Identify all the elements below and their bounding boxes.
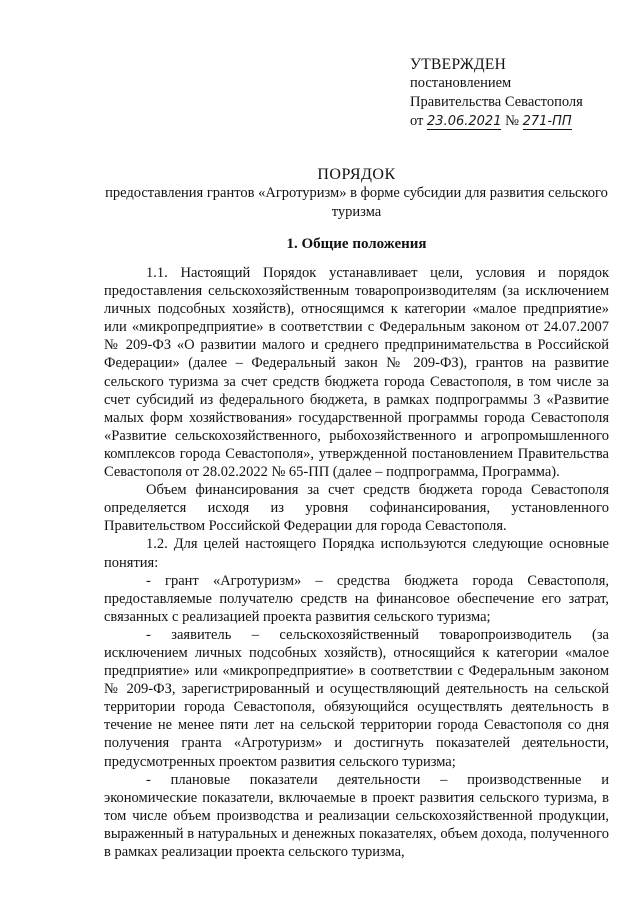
approval-stamp [410, 55, 625, 131]
paragraph-1-1: 1.1. Настоящий Порядок устанавливает цели, условия и порядок предоставления сельскохозяйственным товаропроизводителям (за исключением личных подсобных хозяйств), относящимся к категории «малое предприятие» или «микропредприятие» в соответствии с Федеральным законом от 24.07.2007 № 209-ФЗ «О развитии малого и среднего предпринимательства в Российской Федерации» (далее – Федеральный закон № 209-ФЗ), грантов на развитие сельского туризма за счет средств бюджета города Севастополя, в том числе за счет субсидий из федерального бюджета, в рамках подпрограммы 3 «Развитие малых форм хозяйствования» государственной программы города Севастополя «Развитие сельскохозяйственного, рыбохозяйственного и агропромышленного комплексов города Севастополя», утвержденной постановлением Правительства Севастополя от 28.02.2022 № 65-ПП (далее – подпрограмма, Программа). [104, 265, 609, 481]
approval-heading: УТВЕРЖДЕН [410, 56, 507, 73]
approval-date: 23.06.2021 [427, 114, 502, 129]
paragraph-1-2: 1.2. Для целей настоящего Порядка используются следующие основные понятия: [104, 536, 609, 571]
definition-grant: - грант «Агротуризм» – средства бюджета города Севастополя, предоставляемые получателю средств на финансовое обеспечение его затрат, связанных с реализацией проекта развития сельского туризма; [104, 572, 609, 625]
paragraph-funding: Объем финансирования за счет средств бюджета города Севастополя определяется исходя из уровня софинансирования, установленного Правительством Российской Федерации для города Севастополя. [104, 482, 609, 535]
approval-line-1: постановлением [410, 75, 512, 91]
approval-number-label: № [505, 113, 519, 129]
definition-applicant: - заявитель – сельскохозяйственный товаропроизводитель (за исключением личных подсобных хозяйств), относящийся к категории «малое предприятие» или «микропредприятие» в соответствии с Федеральным законом № 209-ФЗ, зарегистрированный и осуществляющий деятельность на сельской территории города Севастополя, обязующийся осуществлять деятельность в течение не менее пяти лет на сельской территории города Севастополя со дня получения гранта «Агротуризм» и достигнуть показателей деятельности, предусмотренных проектом развития сельского туризма; [104, 626, 609, 770]
approval-number: 271-ПП [522, 114, 572, 129]
approval-line-2: Правительства Севастополя [410, 94, 583, 110]
document-title: ПОРЯДОК [317, 166, 396, 183]
document-body [104, 264, 609, 861]
approval-date-line [410, 112, 625, 131]
definition-plan-indicators: - плановые показатели деятельности – производственные и экономические показатели, включаемые в проект развития сельского туризма, в том числе объем производства и реализации сельскохозяйственной продукции, выраженный в натуральных и денежных показателях, объем дохода, полученного в рамках реализации проекта сельского туризма, [104, 771, 609, 860]
approval-from-label: от [410, 113, 424, 129]
document-subtitle: предоставления грантов «Агротуризм» в форме субсидии для развития сельского туризма [105, 185, 608, 220]
section-heading: 1. Общие положения [286, 236, 427, 252]
